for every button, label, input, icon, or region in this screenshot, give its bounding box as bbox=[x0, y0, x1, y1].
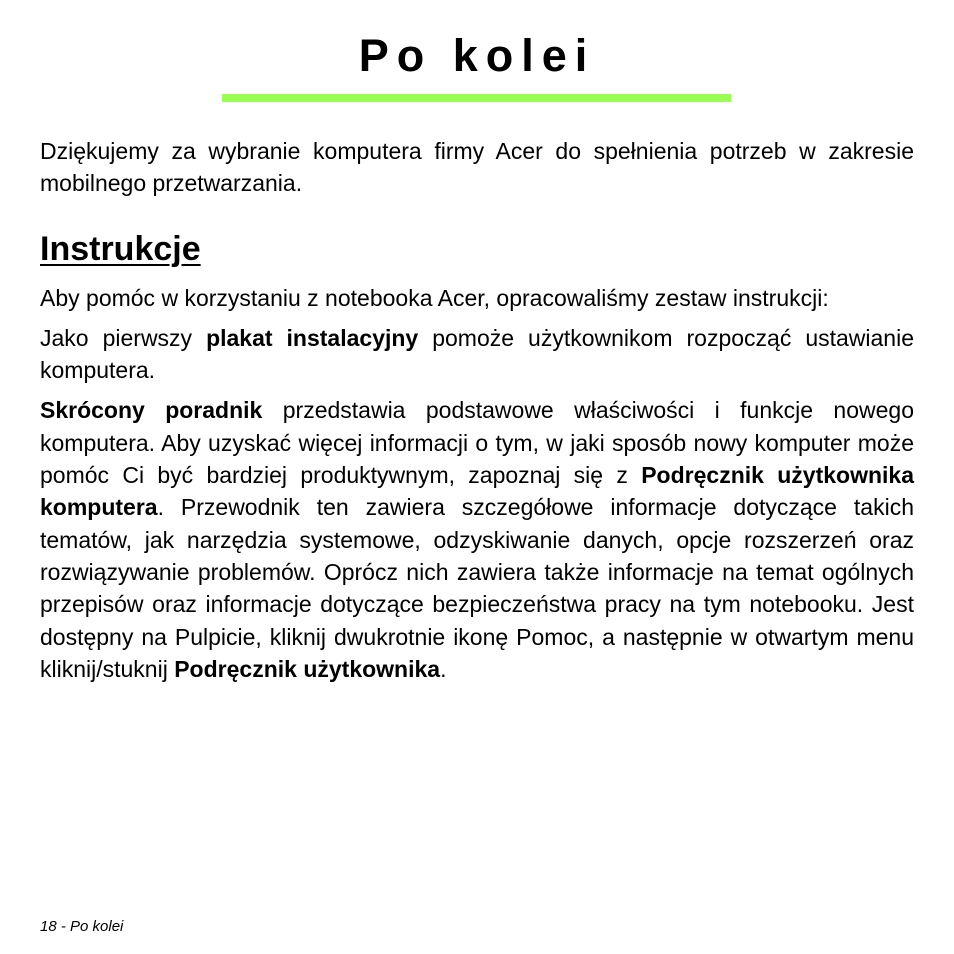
instructions-intro-paragraph: Aby pomóc w korzystaniu z notebooka Acer, opracowaliśmy zestaw instrukcji: bbox=[40, 284, 829, 311]
text-run: . bbox=[440, 655, 447, 682]
bold-term-setup-poster: plakat instalacyjny bbox=[206, 324, 419, 351]
text-run: . Przewodnik ten zawiera szczegółowe informacje dotyczące takich tematów, jak narzędzia systemowe, odzyskiwanie danych, opcje rozszerzeń oraz rozwiązywanie problemów. Oprócz nich zawiera także informacje na temat ogólnych przepisów oraz informacje dotyczące bezpieczeństwa pracy na tym notebooku. Jest dostępny na Pulpicie, kliknij dwukrotnie ikonę Pomoc, a następnie w otwartym menu kliknij/stuknij bbox=[40, 494, 914, 682]
bold-term-quick-guide: Skrócony poradnik bbox=[40, 397, 263, 424]
bold-term-user-manual: Podręcznik użytkownika bbox=[174, 655, 441, 682]
setup-poster-paragraph bbox=[40, 322, 914, 387]
intro-paragraph: Dziękujemy za wybranie komputera firmy Acer do spełnienia potrzeb w zakresie mobilnego przetwarzania. bbox=[40, 138, 914, 197]
page-title: Po kolei bbox=[358, 30, 596, 81]
text-run: przedstawia podstawowe właściwości i funkcje nowego komputera. Aby uzyskać więcej informacji o tym, w jaki sposób nowy komputer może pomóc Ci być bardziej produktywnym, zapoznaj się z bbox=[40, 397, 914, 489]
text-run: pomoże użytkownikom rozpocząć ustawianie komputera. bbox=[40, 324, 914, 384]
bold-term-user-manual-computer: Podręcznik użytkownika komputera bbox=[40, 462, 914, 521]
title-underline-bar bbox=[222, 94, 731, 102]
quick-guide-paragraph bbox=[40, 394, 914, 685]
page-footer: 18 - Po kolei bbox=[40, 918, 124, 935]
section-heading: Instrukcje bbox=[40, 229, 201, 268]
page-content bbox=[40, 135, 914, 693]
text-run: Jako pierwszy bbox=[40, 324, 207, 351]
